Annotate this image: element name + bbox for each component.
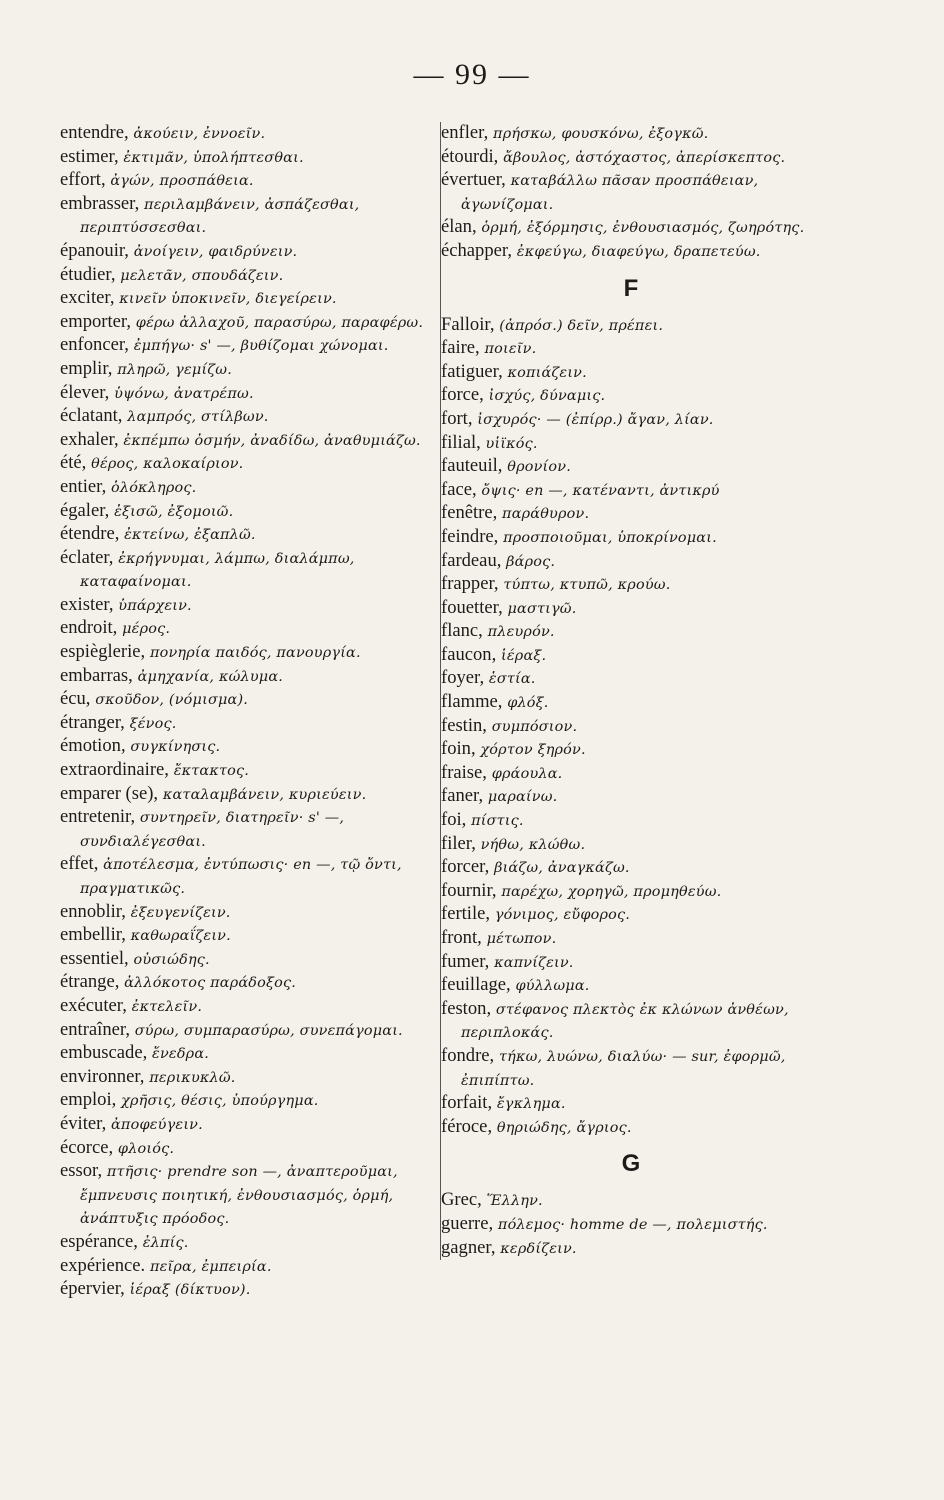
- headword: entraîner,: [60, 1018, 130, 1040]
- greek-translation: πληρῶ, γεμίζω.: [112, 361, 232, 378]
- dictionary-entry: [441, 833, 841, 857]
- greek-translation: ὁρμή, ἐξόρμησις, ἐνθουσιασμός, ζωηρότης.: [476, 220, 805, 237]
- dictionary-entry: [441, 951, 841, 975]
- greek-translation: ἱέραξ (δίκτυον).: [124, 1282, 251, 1299]
- greek-translation: θρονίον.: [502, 459, 571, 476]
- dictionary-entry: [441, 314, 841, 338]
- headword: effort,: [60, 169, 106, 191]
- dictionary-entry: [441, 337, 841, 361]
- dictionary-entry: [60, 594, 434, 618]
- greek-translation: ἀγών, προσπάθεια.: [105, 173, 254, 190]
- greek-translation: κινεῖν ὑποκινεῖν, διεγείρειν.: [114, 291, 337, 308]
- dictionary-entry: [441, 1213, 841, 1237]
- dictionary-entry: [441, 146, 841, 170]
- greek-translation: μαστιγῶ.: [502, 600, 577, 617]
- greek-translation: ἐκτιμᾶν, ὑπολήπτεσθαι.: [118, 149, 304, 166]
- greek-translation: περικυκλῶ.: [144, 1069, 236, 1086]
- headword: évertuer,: [441, 169, 506, 191]
- greek-translation: πεῖρα, ἐμπειρία.: [145, 1258, 272, 1275]
- dictionary-entry: [60, 1113, 434, 1137]
- greek-translation: κερδίζειν.: [495, 1240, 577, 1257]
- greek-translation: ἀλλόκοτος παράδοξος.: [119, 975, 297, 992]
- section-letter-f: F: [623, 274, 639, 302]
- headword: étudier,: [60, 263, 116, 285]
- greek-translation: νήθω, κλώθω.: [475, 836, 586, 853]
- section-letter-g: G: [621, 1150, 641, 1178]
- greek-translation: φλόξ.: [502, 695, 549, 712]
- headword: estimer,: [60, 145, 119, 167]
- dictionary-entry: [60, 688, 434, 712]
- headword: fournir,: [441, 879, 497, 901]
- headword: foi,: [441, 809, 467, 831]
- headword: filer,: [441, 832, 476, 854]
- headword: exister,: [60, 593, 114, 615]
- greek-translation: ἀνοίγειν, φαιδρύνειν.: [128, 243, 298, 260]
- greek-translation: ἀκούειν, ἐννοεῖν.: [128, 126, 266, 142]
- greek-translation: συμπόσιον.: [486, 718, 578, 735]
- headword: forfait,: [441, 1092, 493, 1114]
- greek-translation: πρήσκω, φουσκόνω, ἐξογκῶ.: [488, 126, 709, 142]
- dictionary-entry: [441, 597, 841, 621]
- dictionary-entry: [60, 169, 434, 193]
- greek-translation: ἀμηχανία, κώλυμα.: [132, 668, 284, 685]
- greek-translation: ὑπάρχειν.: [113, 597, 192, 614]
- headword: embrasser,: [60, 192, 140, 214]
- dictionary-entry: [60, 1278, 434, 1302]
- dictionary-entry: [60, 1089, 434, 1113]
- greek-translation: ἐκρήγνυμαι, λάμπω, διαλάμπω, καταφαίνομαι.: [80, 550, 355, 591]
- dictionary-entry: [441, 903, 841, 927]
- greek-translation: ἔνεδρα.: [147, 1046, 210, 1063]
- greek-translation: ἱέραξ.: [496, 647, 547, 664]
- headword: festin,: [441, 714, 487, 736]
- left-column: [60, 122, 434, 1302]
- dictionary-entry: [441, 169, 841, 216]
- greek-translation: παράθυρον.: [497, 506, 590, 523]
- entries-g: [441, 1189, 841, 1260]
- headword: embarras,: [60, 664, 133, 686]
- headword: frapper,: [441, 573, 499, 595]
- headword: entretenir,: [60, 806, 136, 828]
- greek-translation: σύρω, συμπαρασύρω, συνεπάγομαι.: [129, 1022, 403, 1039]
- dictionary-entry: [441, 122, 841, 146]
- dictionary-entry: [60, 783, 434, 807]
- headword: flanc,: [441, 620, 483, 642]
- greek-translation: φλοιός.: [113, 1140, 175, 1157]
- headword: fouetter,: [441, 596, 503, 618]
- dictionary-entry: [441, 785, 841, 809]
- dictionary-entry: [60, 1042, 434, 1066]
- entries-e-continued: [441, 122, 841, 264]
- dictionary-entry: [441, 432, 841, 456]
- greek-translation: συγκίνησις.: [125, 739, 221, 756]
- greek-translation: φράουλα.: [486, 765, 563, 782]
- headword: endroit,: [60, 617, 118, 639]
- headword: emploi,: [60, 1089, 117, 1111]
- dictionary-entry: [60, 1255, 434, 1279]
- headword: entendre,: [60, 122, 129, 143]
- headword: face,: [441, 478, 477, 500]
- dictionary-entry: [441, 715, 841, 739]
- dictionary-entry: [60, 382, 434, 406]
- headword: Falloir,: [441, 313, 495, 335]
- dictionary-entry: [441, 216, 841, 240]
- greek-translation: καταβάλλω πᾶσαν προσπάθειαν, ἀγωνίζομαι.: [461, 173, 759, 213]
- headword: fondre,: [441, 1044, 495, 1066]
- greek-translation: συντηρεῖν, διατηρεῖν· s' —, συνδιαλέγεσθαι.: [80, 810, 345, 850]
- headword: épanouir,: [60, 239, 129, 261]
- greek-translation: βάρος.: [501, 553, 556, 570]
- headword: échapper,: [441, 239, 512, 261]
- dictionary-entry: [60, 452, 434, 476]
- greek-translation: πόλεμος· homme de —, πολεμιστής.: [493, 1216, 768, 1233]
- greek-translation: ὁλόκληρος.: [106, 479, 197, 496]
- greek-translation: παρέχω, χορηγῶ, προμηθεύω.: [496, 883, 722, 900]
- dictionary-entry: [441, 479, 841, 503]
- greek-translation: πίστις.: [466, 813, 524, 830]
- dictionary-entry: [441, 1092, 841, 1116]
- greek-translation: μέτωπον.: [481, 931, 557, 947]
- greek-translation: ἐκφεύγω, διαφεύγω, δραπετεύω.: [512, 243, 761, 260]
- dictionary-entry: [441, 974, 841, 998]
- headword: embellir,: [60, 924, 126, 946]
- dictionary-entry: [60, 334, 434, 358]
- greek-translation: ὑψόνω, ἀνατρέπω.: [109, 385, 254, 402]
- greek-translation: ἐξευγενίζειν.: [125, 904, 231, 921]
- headword: enfoncer,: [60, 334, 129, 356]
- greek-translation: ἄβουλος, ἀστόχαστος, ἀπερίσκεπτος.: [498, 149, 786, 166]
- headword: entier,: [60, 475, 107, 497]
- headword: exécuter,: [60, 994, 127, 1016]
- dictionary-entry: [60, 995, 434, 1019]
- dictionary-entry: [441, 762, 841, 786]
- entries-f: [441, 314, 841, 1140]
- dictionary-entry: [60, 759, 434, 783]
- dictionary-entry: [60, 523, 434, 547]
- dictionary-entry: [441, 526, 841, 550]
- headword: étourdi,: [441, 145, 499, 167]
- greek-translation: σκοῦδον, (νόμισμα).: [90, 692, 249, 709]
- dictionary-entry: [441, 644, 841, 668]
- headword: front,: [441, 927, 482, 948]
- greek-translation: Ἕλλην.: [481, 1193, 543, 1210]
- greek-translation: μαραίνω.: [483, 789, 558, 806]
- dictionary-entry: [60, 122, 434, 146]
- headword: emporter,: [60, 310, 132, 332]
- greek-translation: ποιεῖν.: [479, 341, 537, 358]
- greek-translation: ἐκπέμπω ὀσμήν, ἀναδίδω, ἀναθυμιάζω.: [118, 432, 421, 449]
- greek-translation: ἑστία.: [484, 671, 536, 688]
- greek-translation: γόνιμος, εὔφορος.: [490, 907, 631, 924]
- headword: égaler,: [60, 499, 110, 521]
- dictionary-entry: [60, 287, 434, 311]
- headword: fort,: [441, 407, 473, 429]
- dictionary-entry: [441, 240, 841, 264]
- headword: élan,: [441, 216, 477, 238]
- page-number: — 99 —: [413, 58, 531, 91]
- headword: exhaler,: [60, 428, 119, 450]
- greek-translation: ἐκτελεῖν.: [126, 998, 203, 1015]
- greek-translation: μελετᾶν, σπουδάζειν.: [115, 267, 284, 284]
- dictionary-entry: [60, 1019, 434, 1043]
- headword: fardeau,: [441, 549, 502, 571]
- headword: guerre,: [441, 1212, 494, 1234]
- dictionary-entry: [441, 550, 841, 574]
- headword: fraise,: [441, 761, 487, 783]
- dictionary-entry: [441, 667, 841, 691]
- greek-translation: χρῆσις, θέσις, ὑπούργημα.: [116, 1093, 319, 1110]
- greek-translation: φύλλωμα.: [510, 978, 590, 995]
- headword: émotion,: [60, 735, 126, 757]
- dictionary-entry: [441, 502, 841, 526]
- dictionary-entry: [60, 193, 434, 240]
- headword: force,: [441, 384, 484, 406]
- dictionary-entry: [60, 665, 434, 689]
- dictionary-entry: [60, 901, 434, 925]
- headword: feuillage,: [441, 974, 511, 996]
- headword: expérience.: [60, 1254, 146, 1276]
- greek-translation: οὐσιώδης.: [128, 951, 210, 968]
- dictionary-entry: [441, 573, 841, 597]
- headword: gagner,: [441, 1236, 496, 1258]
- dictionary-entry: [441, 384, 841, 408]
- headword: éclatant,: [60, 405, 123, 427]
- greek-translation: θέρος, καλοκαίριον.: [86, 456, 244, 473]
- dictionary-entry: [441, 455, 841, 479]
- headword: essentiel,: [60, 947, 129, 969]
- greek-translation: ἐκτείνω, ἐξαπλῶ.: [119, 527, 256, 544]
- dictionary-entry: [441, 620, 841, 644]
- headword: espièglerie,: [60, 641, 146, 663]
- headword: foin,: [441, 738, 476, 760]
- dictionary-entry: [60, 476, 434, 500]
- greek-translation: ἰσχυρός· — (ἐπίρρ.) ἄγαν, λίαν.: [472, 411, 714, 428]
- dictionary-entry: [60, 735, 434, 759]
- dictionary-entry: [441, 880, 841, 904]
- dictionary-entry: [60, 311, 434, 335]
- headword: fumer,: [441, 950, 490, 972]
- greek-translation: χόρτον ξηρόν.: [475, 742, 586, 759]
- greek-translation: ξένος.: [124, 715, 177, 732]
- dictionary-entry: [60, 1066, 434, 1090]
- greek-translation: μέρος.: [117, 621, 171, 638]
- greek-translation: τύπτω, κτυπῶ, κρούω.: [498, 577, 671, 594]
- dictionary-entry: [441, 1045, 841, 1092]
- headword: étrange,: [60, 971, 120, 993]
- headword: éclater,: [60, 546, 114, 568]
- headword: forcer,: [441, 856, 490, 878]
- dictionary-entry: [441, 408, 841, 432]
- dictionary-entry: [441, 998, 841, 1045]
- greek-translation: στέφανος πλεκτὸς ἐκ κλώνων ἀνθέων, περιπλοκάς.: [461, 1001, 789, 1042]
- dictionary-entry: [60, 924, 434, 948]
- dictionary-entry: [60, 853, 434, 900]
- dictionary-entry: [60, 806, 434, 853]
- greek-translation: προσποιοῦμαι, ὑποκρίνομαι.: [498, 529, 717, 546]
- headword: écorce,: [60, 1136, 114, 1158]
- greek-translation: κοπιάζειν.: [502, 364, 587, 381]
- dictionary-entry: [441, 809, 841, 833]
- greek-translation: πονηρία παιδός, πανουργία.: [145, 645, 361, 662]
- headword: faire,: [441, 337, 480, 359]
- dictionary-entry: [60, 948, 434, 972]
- dictionary-entry: [441, 1189, 841, 1213]
- greek-translation: καθωραΐζειν.: [125, 928, 231, 945]
- dictionary-entry: [60, 712, 434, 736]
- greek-translation: θηριώδης, ἄγριος.: [492, 1119, 632, 1136]
- headword: emparer (se),: [60, 782, 159, 804]
- greek-translation: πλευρόν.: [482, 624, 555, 641]
- greek-translation: ἀποτέλεσμα, ἐντύπωσις· en —, τῷ ὄντι, πραγματικῶς.: [80, 857, 402, 897]
- headword: fertile,: [441, 903, 491, 925]
- dictionary-entry: [441, 856, 841, 880]
- headword: essor,: [60, 1160, 103, 1182]
- greek-translation: τήκω, λυώνω, διαλύω· — sur, ἐφορμῶ, ἐπιπίπτω.: [461, 1048, 786, 1089]
- right-column: [440, 122, 841, 1260]
- dictionary-entry: [60, 547, 434, 594]
- headword: faner,: [441, 785, 484, 807]
- dictionary-entry: [441, 927, 841, 951]
- greek-translation: ἀποφεύγειν.: [106, 1116, 203, 1133]
- dictionary-entry: [60, 358, 434, 382]
- headword: éviter,: [60, 1112, 107, 1134]
- dictionary-entry: [60, 146, 434, 170]
- dictionary-entry: [60, 1137, 434, 1161]
- headword: étranger,: [60, 711, 125, 733]
- greek-translation: ἔγκλημα.: [492, 1096, 566, 1113]
- dictionary-entry: [441, 691, 841, 715]
- dictionary-entry: [60, 240, 434, 264]
- dictionary-entry: [60, 971, 434, 995]
- dictionary-entry: [441, 361, 841, 385]
- greek-translation: ἐξισῶ, ἐξομοιῶ.: [109, 503, 234, 520]
- headword: ennoblir,: [60, 900, 126, 922]
- headword: Grec,: [441, 1189, 482, 1211]
- greek-translation: φέρω ἀλλαχοῦ, παρασύρω, παραφέρω.: [131, 314, 424, 331]
- headword: flamme,: [441, 691, 503, 713]
- greek-translation: ἔκτακτος.: [168, 763, 250, 780]
- greek-translation: καπνίζειν.: [489, 954, 574, 971]
- headword: extraordinaire,: [60, 759, 169, 781]
- headword: épervier,: [60, 1278, 125, 1300]
- greek-translation: ὄψις· en —, κατέναντι, ἀντικρύ: [476, 482, 720, 499]
- dictionary-entry: [60, 641, 434, 665]
- dictionary-entry: [60, 1160, 434, 1231]
- greek-translation: ἐμπήγω· s' —, βυθίζομαι χώνομαι.: [128, 338, 389, 355]
- headword: foyer,: [441, 667, 485, 689]
- headword: faucon,: [441, 643, 497, 665]
- greek-translation: καταλαμβάνειν, κυριεύειν.: [158, 786, 367, 803]
- headword: effet,: [60, 853, 99, 875]
- dictionary-entry: [60, 405, 434, 429]
- dictionary-entry: [441, 1116, 841, 1140]
- headword: écu,: [60, 688, 91, 710]
- greek-translation: (ἀπρόσ.) δεῖν, πρέπει.: [494, 317, 664, 334]
- headword: fenêtre,: [441, 502, 498, 524]
- dictionary-entry: [60, 1231, 434, 1255]
- headword: été,: [60, 452, 87, 474]
- dictionary-entry: [60, 264, 434, 288]
- headword: fauteuil,: [441, 455, 503, 477]
- headword: exciter,: [60, 287, 115, 309]
- headword: emplir,: [60, 357, 113, 379]
- headword: espérance,: [60, 1230, 138, 1252]
- greek-translation: περιλαμβάνειν, ἀσπάζεσθαι, περιπτύσσεσθαι.: [80, 196, 360, 237]
- headword: enfler,: [441, 122, 489, 143]
- headword: filial,: [441, 431, 481, 453]
- greek-translation: ἐλπίς.: [137, 1234, 189, 1251]
- greek-translation: υἱϊκός.: [480, 435, 538, 452]
- dictionary-entry: [60, 500, 434, 524]
- dictionary-entry: [60, 617, 434, 641]
- dictionary-entry: [441, 1237, 841, 1261]
- headword: embuscade,: [60, 1042, 148, 1064]
- headword: feindre,: [441, 525, 499, 547]
- greek-translation: πτῆσις· prendre son —, ἀναπτεροῦμαι, ἔμπνευσις ποιητική, ἐνθουσιασμός, ὁρμή, ἀνάπτυξις πρόοδος.: [80, 1164, 398, 1228]
- headword: fatiguer,: [441, 360, 503, 382]
- headword: élever,: [60, 381, 110, 403]
- greek-translation: ἰσχύς, δύναμις.: [483, 388, 606, 405]
- headword: étendre,: [60, 523, 120, 545]
- headword: environner,: [60, 1065, 145, 1087]
- greek-translation: βιάζω, ἀναγκάζω.: [489, 860, 630, 877]
- headword: féroce,: [441, 1115, 493, 1137]
- dictionary-entry: [60, 429, 434, 453]
- dictionary-entry: [441, 738, 841, 762]
- greek-translation: λαμπρός, στίλβων.: [122, 409, 269, 426]
- headword: feston,: [441, 997, 492, 1019]
